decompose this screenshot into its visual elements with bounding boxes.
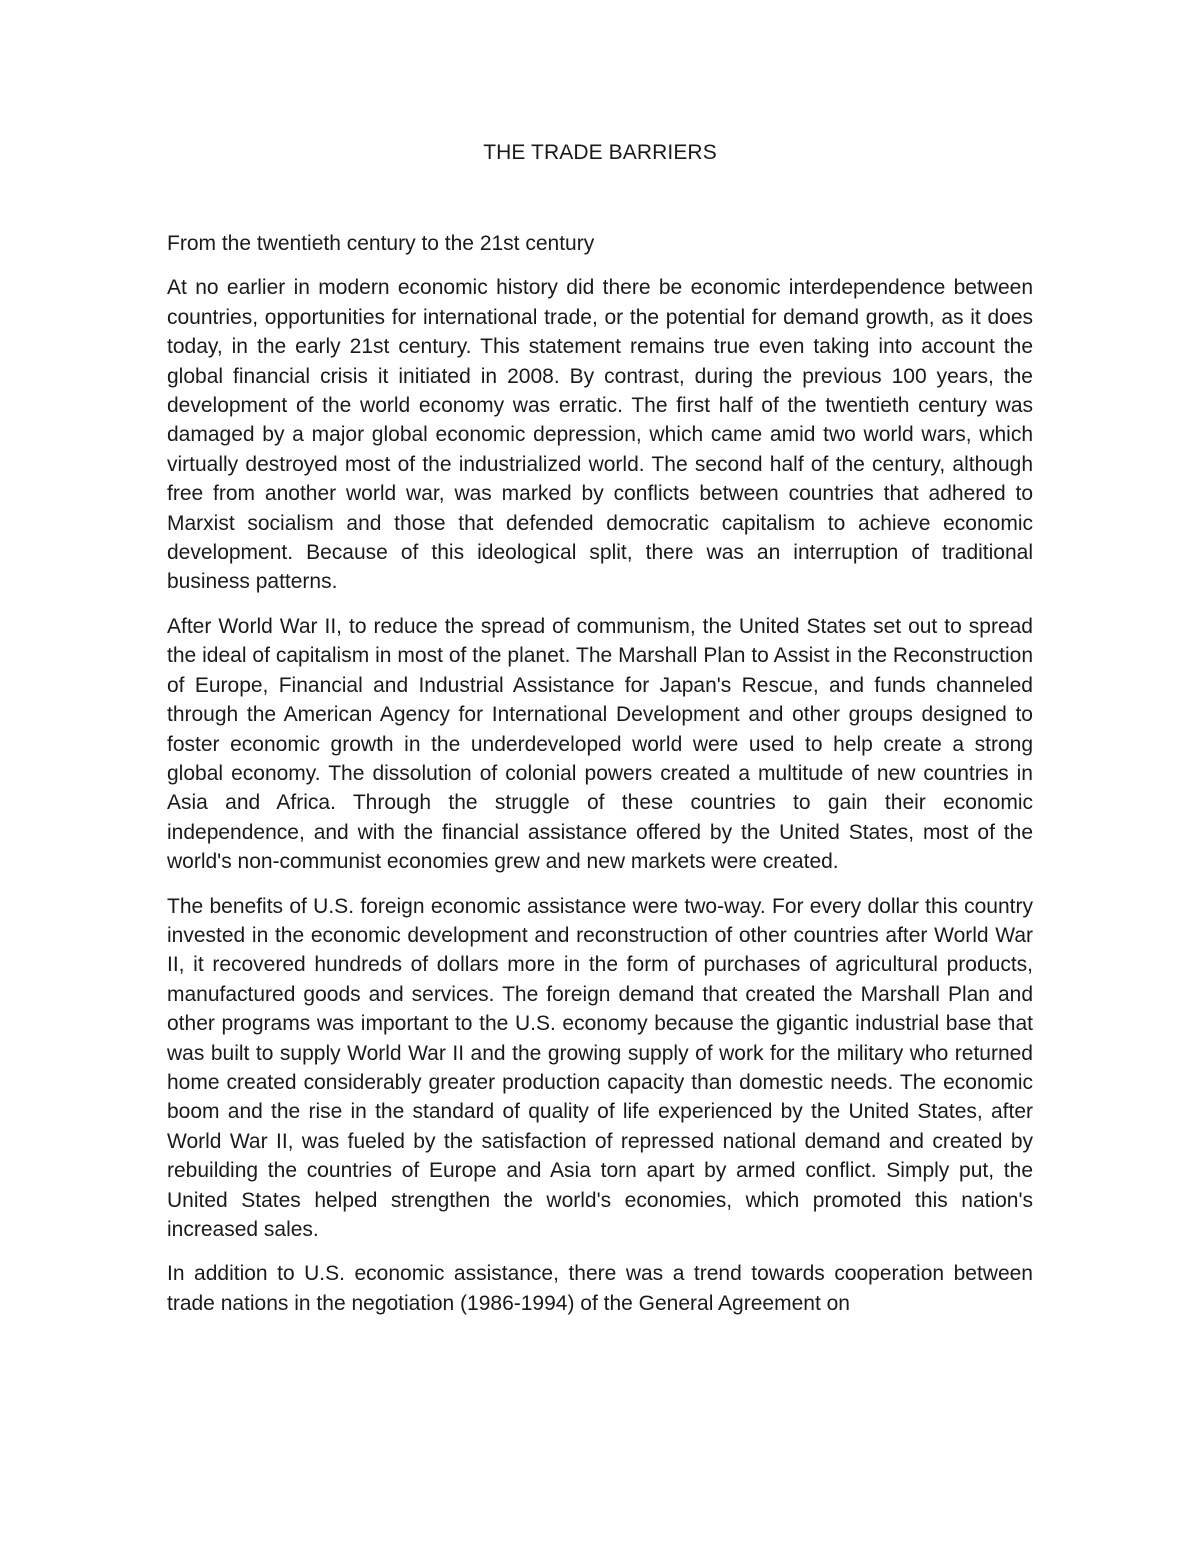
paragraph-3: The benefits of U.S. foreign economic assistance were two-way. For every dollar this country invested in the economic development and reconstruction of other countries after World War II, it recovered hundreds of dollars more in the form of purchases of agricultural products, manufactured goods and services. The foreign demand that created the Marshall Plan and other programs was important to the U.S. economy because the gigantic industrial base that was built to supply World War II and the growing supply of work for the military who returned home created considerably greater production capacity than domestic needs. The economic boom and the rise in the standard of quality of life experienced by the United States, after World War II, was fueled by the satisfaction of repressed national demand and created by rebuilding the countries of Europe and Asia torn apart by armed conflict. Simply put, the United States helped strengthen the world's economies, which promoted this nation's increased sales. <box>167 894 1033 1241</box>
section-subtitle: From the twentieth century to the 21st century <box>167 232 595 255</box>
paragraph-1: At no earlier in modern economic history did there be economic interdependence between countries, opportunities for international trade, or the potential for demand growth, as it does today, in the early 21st century. This statement remains true even taking into account the global financial crisis it initiated in 2008. By contrast, during the previous 100 years, the development of the world economy was erratic. The first half of the twentieth century was damaged by a major global economic depression, which came amid two world wars, which virtually destroyed most of the industrialized world. The second half of the century, although free from another world war, was marked by conflicts between countries that adhered to Marxist socialism and those that defended democratic capitalism to achieve economic development. Because of this ideological split, there was an interruption of traditional business patterns. <box>167 276 1033 594</box>
document-title: THE TRADE BARRIERS <box>483 141 717 164</box>
paragraph-2: After World War II, to reduce the spread of communism, the United States set out to spread the ideal of capitalism in most of the planet. The Marshall Plan to Assist in the Reconstruction of Europe, Financial and Industrial Assistance for Japan's Rescue, and funds channeled through the American Agency for International Development and other groups designed to foster economic growth in the underdeveloped world were used to help create a strong global economy. The dissolution of colonial powers created a multitude of new countries in Asia and Africa. Through the struggle of these countries to gain their economic independence, and with the financial assistance offered by the United States, most of the world's non-communist economies grew and new markets were created. <box>167 614 1033 874</box>
paragraph-4: In addition to U.S. economic assistance, there was a trend towards cooperation between trade nations in the negotiation (1986-1994) of the General Agreement on <box>167 1262 1033 1315</box>
document-body <box>167 229 1033 1318</box>
